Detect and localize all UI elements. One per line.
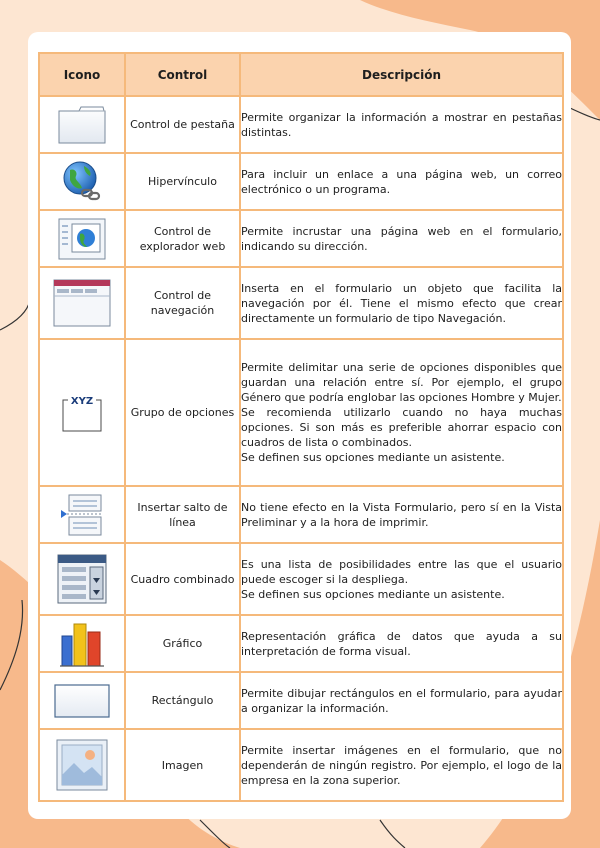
- web-browser-control-icon: [58, 218, 106, 260]
- control-name: Hipervínculo: [125, 153, 240, 210]
- table-row: [39, 267, 563, 339]
- icon-cell: [39, 267, 125, 339]
- curve-line-bottom-right: [380, 820, 405, 848]
- header-description: Descripción: [240, 53, 563, 96]
- control-description: Permite dibujar rectángulos en el formulario, para ayudar a organizar la información.: [240, 672, 563, 729]
- option-group-icon-label: XYZ: [70, 395, 94, 407]
- control-name: Insertar salto de línea: [125, 486, 240, 543]
- icon-cell: [39, 153, 125, 210]
- navigation-control-icon: [53, 279, 111, 327]
- control-name: Control de navegación: [125, 267, 240, 339]
- control-description: No tiene efecto en la Vista Formulario, pero sí en la Vista Preliminar y a la hora de imprimir.: [240, 486, 563, 543]
- control-description: Permite insertar imágenes en el formulario, que no dependerán de ningún registro. Por ejemplo, el logo de la empresa en la zona superior.: [240, 729, 563, 801]
- table-row: [39, 486, 563, 543]
- chart-icon: [58, 620, 106, 668]
- table-row: [39, 210, 563, 267]
- control-name: Imagen: [125, 729, 240, 801]
- table-row: [39, 96, 563, 153]
- image-icon: [56, 739, 108, 791]
- rectangle-icon: [54, 684, 110, 718]
- control-name: Gráfico: [125, 615, 240, 672]
- control-name: Control de pestaña: [125, 96, 240, 153]
- control-description: Permite organizar la información a mostrar en pestañas distintas.: [240, 96, 563, 153]
- icon-cell: [39, 729, 125, 801]
- table-header-row: [39, 53, 563, 96]
- control-description: Representación gráfica de datos que ayuda a su interpretación de forma visual.: [240, 615, 563, 672]
- icon-cell: [39, 96, 125, 153]
- header-control: Control: [125, 53, 240, 96]
- control-name: Grupo de opciones: [125, 339, 240, 486]
- control-description: Es una lista de posibilidades entre las que el usuario puede escoger si la despliega. Se definen sus opciones mediante un asistente.: [240, 543, 563, 615]
- table-row: [39, 339, 563, 486]
- control-description: Permite delimitar una serie de opciones disponibles que guardan una relación entre sí. Por ejemplo, el grupo Género que podría englobar las opciones Hombre y Mujer. Se recomienda utilizarlo cuando no haya muchas opciones. Si son más es preferible ahorrar espacio con cuadros de lista o combinados. Se definen sus opciones mediante un asistente.: [240, 339, 563, 486]
- table-row: [39, 543, 563, 615]
- icon-cell: [39, 339, 125, 486]
- controls-table: [38, 52, 564, 802]
- control-description: Para incluir un enlace a una página web, un correo electrónico o un programa.: [240, 153, 563, 210]
- option-group-icon: [60, 393, 104, 433]
- icon-cell: [39, 210, 125, 267]
- icon-cell: [39, 672, 125, 729]
- insert-page-break-icon: [59, 493, 105, 537]
- control-description: Inserta en el formulario un objeto que facilita la navegación por él. Tiene el mismo efecto que crear directamente un formulario de tipo Navegación.: [240, 267, 563, 339]
- icon-cell: [39, 486, 125, 543]
- hyperlink-icon: [60, 160, 104, 204]
- curve-line-left: [0, 300, 30, 330]
- combo-box-icon: [57, 554, 107, 604]
- table-row: [39, 672, 563, 729]
- table-row: [39, 615, 563, 672]
- icon-cell: [39, 615, 125, 672]
- header-icon: Icono: [39, 53, 125, 96]
- table-row: [39, 153, 563, 210]
- control-name: Control de explorador web: [125, 210, 240, 267]
- control-description: Permite incrustar una página web en el formulario, indicando su dirección.: [240, 210, 563, 267]
- tab-control-icon: [57, 105, 107, 145]
- icon-cell: [39, 543, 125, 615]
- table-row: [39, 729, 563, 801]
- control-name: Cuadro combinado: [125, 543, 240, 615]
- control-name: Rectángulo: [125, 672, 240, 729]
